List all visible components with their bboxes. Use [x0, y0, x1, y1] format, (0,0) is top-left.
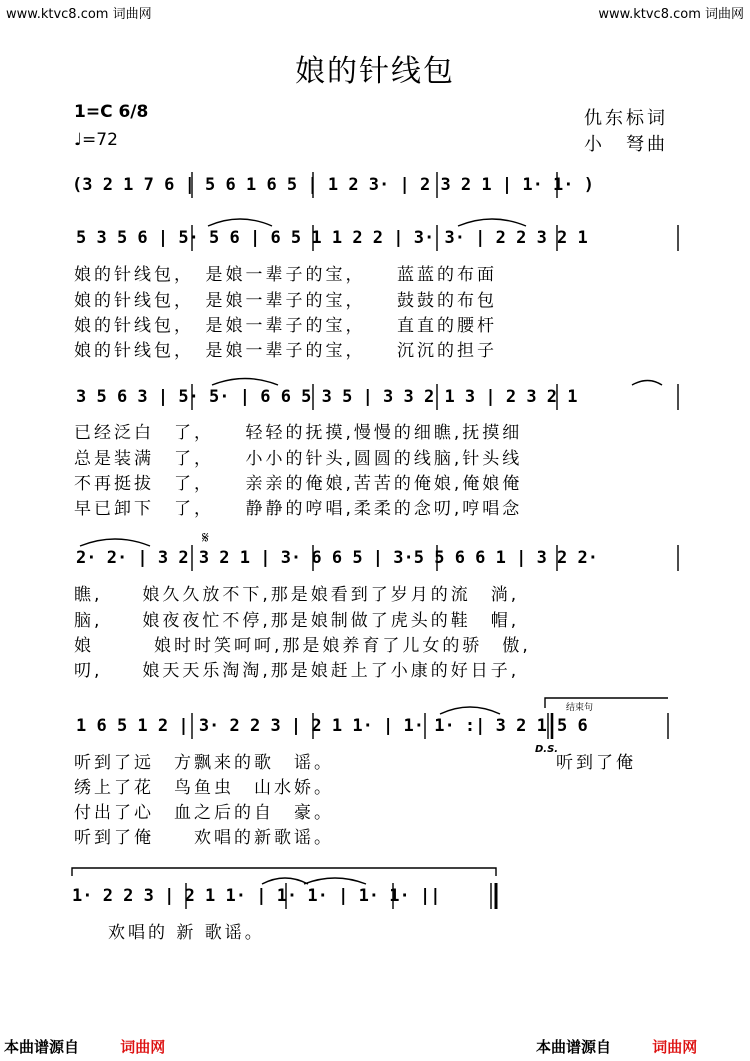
- lyric-row-2-v1: 已经泛白 了， 轻轻的抚摸,慢慢的细瞧,抚摸细: [74, 423, 523, 443]
- lyric-row-4-v3: 付出了心 血之后的自 豪。: [74, 803, 334, 823]
- lyric-row-3-v3: 娘 娘时时笑呵呵,那是娘养育了儿女的骄 傲,: [74, 636, 531, 656]
- ending-label: 结束句: [566, 703, 594, 713]
- footer-left-text: 本曲谱源自: [4, 1038, 80, 1056]
- footer-right-text: 本曲谱源自: [536, 1038, 612, 1056]
- lyric-row-3-v2: 脑, 娘夜夜忙不停,那是娘制做了虎头的鞋 帽,: [74, 611, 520, 631]
- footer-left-site: 词曲网: [120, 1038, 166, 1056]
- ds-label: D.S.: [535, 744, 559, 755]
- song-title: 娘的针线包: [295, 54, 455, 89]
- footer-left: [4, 1036, 165, 1057]
- notes-row-2: 3 5 6 3 | 5· 5· | 6 6 5 3 5 | 3 3 2 1 3 | 2 3 2 1: [76, 387, 578, 407]
- notes-row-3: 2· 2· | 3 2 3 2 1 | 3· 6 6 5 | 3·5 5 6 6 1 | 3 2 2·: [76, 548, 598, 568]
- composer: 小 弩曲: [584, 134, 668, 155]
- footer-right-site: 词曲网: [652, 1038, 698, 1056]
- watermark-left: www.ktvc8.com 词曲网: [6, 7, 152, 22]
- key-signature: 1=C 6/8: [74, 102, 149, 122]
- lyric-row-3-v4: 叨, 娘天天乐淘淘,那是娘赶上了小康的好日子,: [74, 661, 520, 681]
- lyric-row-2-v2: 总是装满 了， 小小的针头,圆圆的线脑,针头线: [74, 449, 523, 469]
- lyric-row-2-v3: 不再挺拔 了， 亲亲的俺娘,苦苦的俺娘,俺娘俺: [74, 474, 523, 494]
- segno-sign: 𝄋: [202, 528, 209, 547]
- lyric-row-4-v4: 听到了俺 欢唱的新歌谣。: [74, 828, 334, 848]
- tempo: ♩=72: [74, 130, 118, 150]
- lyric-row-1-v1: 娘的针线包， 是娘一辈子的宝， 蓝蓝的布面: [74, 265, 497, 285]
- notes-row-1: 5 3 5 6 | 5· 5 6 | 6 5 1 1 2 2 | 3· 3· | 2 2 3 2 1: [76, 228, 588, 248]
- lyric-row-1-v2: 娘的针线包， 是娘一辈子的宝， 鼓鼓的布包: [74, 291, 497, 311]
- lyric-row-2-v4: 早已卸下 了， 静静的哼唱,柔柔的念叨,哼唱念: [74, 499, 523, 519]
- notes-row-5: 1· 2 2 3 | 2 1 1· | 1· 1· | 1· 1· ||: [72, 886, 441, 906]
- notes-row-4: 1 6 5 1 2 | 3· 2 2 3 | 2 1 1· | 1· 1· :| 3 2 1 5 6: [76, 716, 588, 736]
- footer-right: [536, 1036, 697, 1057]
- notes-row-intro: (3 2 1 7 6 | 5 6 1 6 5 | 1 2 3· | 2 3 2 1 | 1· 1· ): [72, 175, 594, 195]
- lyric-row-3-v1: 瞧, 娘久久放不下,那是娘看到了岁月的流 淌,: [74, 585, 520, 605]
- lyric-row-1-v4: 娘的针线包， 是娘一辈子的宝， 沉沉的担子: [74, 341, 497, 361]
- lyric-row-4-v1: 听到了远 方飘来的歌 谣。: [74, 753, 334, 773]
- lyricist: 仇东标词: [584, 108, 668, 129]
- watermark-right: www.ktvc8.com 词曲网: [598, 7, 744, 22]
- lyric-row-1-v3: 娘的针线包， 是娘一辈子的宝， 直直的腰杆: [74, 316, 497, 336]
- lyric-row-4-v2: 绣上了花 鸟鱼虫 山水娇。: [74, 778, 334, 798]
- lyric-row-5: 欢唱的 新 歌谣。: [108, 923, 265, 943]
- ds-lyric: 听到了俺: [556, 753, 636, 773]
